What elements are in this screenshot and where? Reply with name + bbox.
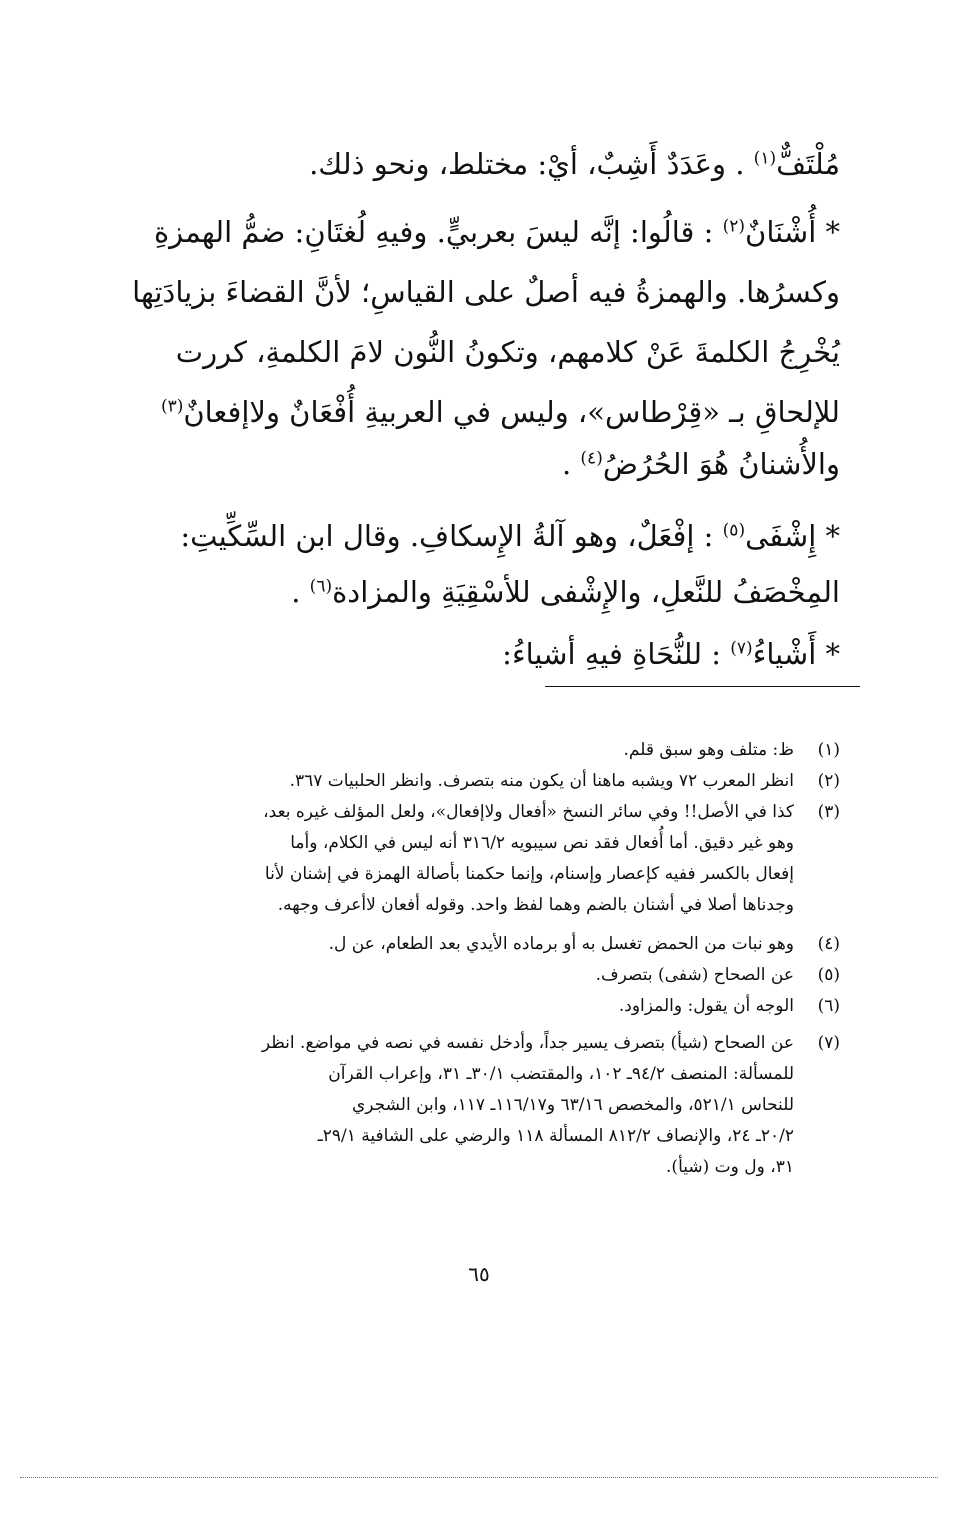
footnote-ref: (١) (753, 148, 777, 169)
footnote-line: ٢٠/٢ـ ٢٤، والإنصاف ٨١٢/٢ المسألة ١١٨ والرضي على الشافية ٢٩/١ـ (317, 1126, 794, 1146)
footnote-line: للنحاس ٥٢١/١، والمخصص ٦٣/١٦ و١١٦/١٧ـ ١١٧، وابن الشجري (351, 1095, 794, 1115)
line-text: : للنُّحَاةِ فيهِ أشياءُ: (502, 637, 731, 671)
footnote-2 (150, 766, 840, 797)
footnote-number: (٤) (817, 934, 840, 954)
footnote-line: انظر المعرب ٧٢ ويشبه ماهنا أن يكون منه بتصرف. وانظر الحلبيات ٣٦٧. (289, 771, 794, 791)
footnote-line: كذا في الأصل!! وفي سائر النسخ «أفعال ولاإفعال»، ولعل المؤلف غيره بعد، (263, 802, 794, 822)
line-text: وكسرُها. والهمزةُ فيه أصلٌ على القياسِ؛ لأنَّ القضاءَ بزيادَتِها (132, 275, 840, 309)
line-text: . وعَدَدٌ أَشِبٌ، أيْ: مختلط، ونحو ذلك. (309, 147, 754, 181)
main-line (562, 435, 840, 493)
footnote-6 (150, 991, 840, 1022)
line-text: مُلْتَفٌّ (776, 147, 840, 181)
main-line (161, 383, 840, 441)
line-text: : إفْعَلٌ، وهو آلةُ الإِسكافِ. وقال ابن السِّكِّيتِ: (180, 519, 723, 553)
line-text: المِخْصَفُ للنَّعلِ، والإِشْفى للأسْقِيَةِ والمزادة (332, 575, 840, 609)
main-line (132, 263, 840, 321)
footnote-4 (150, 929, 840, 960)
footnote-number: (٣) (817, 802, 840, 822)
line-text: للإلحاقِ بـ «قِرْطاس»، وليس في العربيةِ أُفْعَانٌ ولاإفعانٌ (183, 395, 840, 429)
main-line (176, 323, 840, 381)
footnote-line: الوجه أن يقول: والمزاود. (618, 996, 794, 1016)
main-line (291, 563, 840, 621)
footnote-ref: (٥) (722, 520, 746, 541)
line-text: * إِشْفَى (745, 519, 840, 553)
footnote-number: (٥) (817, 965, 840, 985)
footnote-line: عن الصحاح (شفى) بتصرف. (595, 965, 794, 985)
main-line (180, 507, 840, 565)
footnote-line: وهو غير دقيق. أما أُفعال فقد نص سيبويه ٣١٦/٢ أنه ليس في الكلام، وأما (290, 833, 794, 853)
footnote-number: (١) (817, 740, 840, 760)
footnote-ref: (٧) (730, 638, 753, 659)
line-text: * أُشْنَانٌ (745, 215, 840, 249)
footnote-line: عن الصحاح (شيأ) بتصرف يسير جداً، وأدخل نفسه في نصه في مواضع. انظر (261, 1033, 794, 1053)
page-number: ٦٥ (468, 1262, 490, 1286)
line-text: * أَشْياءُ (752, 637, 840, 671)
footnote-line: إفعال بالكسر ففيه كإعصار وإسنام، وإنما حكمنا بأصالة الهمزة في إشنان لأنا (264, 864, 794, 884)
footnote-ref: (٤) (580, 448, 603, 469)
footnote-5 (150, 960, 840, 991)
line-text: . (561, 447, 581, 481)
footnote-line: وهو نبات من الحمض تغسل به أو برماده الأيدي بعد الطعام، عن ل. (328, 934, 794, 954)
footnote-7 (150, 1028, 840, 1183)
line-text: : قالُوا: إنَّه ليسَ بعربيٍّ. وفيهِ لُغتَانِ: ضمُّ الهمزةِ (153, 215, 723, 249)
line-text: والأُشنانُ هُوَ الحُرُضُ (602, 447, 840, 481)
footnote-1 (150, 735, 840, 766)
footnote-separator (545, 686, 860, 687)
footnote-ref: (٢) (722, 216, 746, 237)
footnote-line: وجدناها أصلا في أشنان بالضم وهما لفظ واحد. وقوله أفعان لاأعرف وجهه. (277, 895, 794, 915)
footnote-line: للمسألة: المنصف ٩٤/٢ـ ١٠٢، والمقتضب ٣٠/١ـ ٣١، وإعراب القرآن (328, 1064, 794, 1084)
footnote-line: ظ: متلف وهو سبق قلم. (623, 740, 794, 760)
main-line (309, 135, 840, 193)
line-text: يُخْرِجُ الكلمةَ عَنْ كلامهم، وتكونُ النُّون لامَ الكلمةِ، كررت (175, 335, 840, 369)
footnote-number: (٢) (817, 771, 840, 791)
footnote-number: (٧) (817, 1033, 840, 1053)
main-line (502, 625, 840, 683)
line-text: . (291, 575, 310, 609)
footnote-ref: (٦) (309, 576, 333, 597)
footnote-3 (150, 797, 840, 921)
footnote-number: (٦) (817, 996, 840, 1016)
footnote-line: ٣١، ول وت (شيأ). (666, 1157, 794, 1177)
scan-edge-divider (20, 1477, 938, 1478)
main-line (154, 203, 840, 261)
footnote-ref: (٣) (160, 396, 184, 417)
